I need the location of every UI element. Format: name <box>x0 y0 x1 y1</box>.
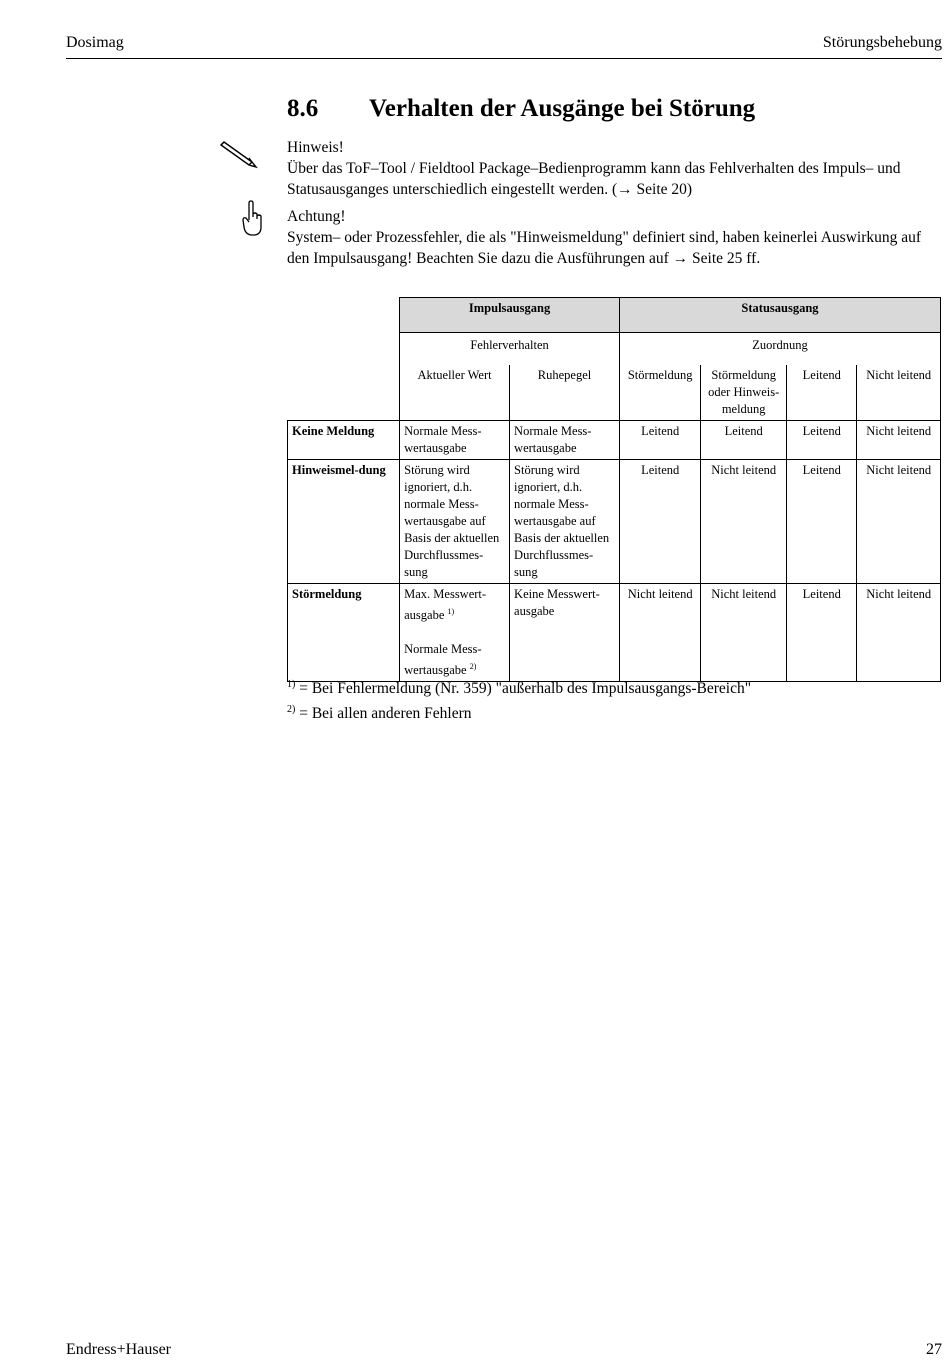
cell-stoermeldung: Leitend <box>619 421 700 460</box>
col-header-stoermeldung: Störmeldung <box>619 365 700 421</box>
page-number: 27 <box>926 1341 942 1358</box>
cell-ruhepegel: Normale Mess-wertausgabe <box>510 421 620 460</box>
table-footnotes <box>287 674 751 724</box>
note-hinweis <box>287 137 943 200</box>
section-heading <box>287 95 755 123</box>
cell-stoermeldung: Leitend <box>619 460 700 584</box>
footnote-2 <box>287 699 751 724</box>
table-sub-header-row <box>288 333 941 366</box>
footnote-1 <box>287 674 751 699</box>
col-header-nicht-leitend: Nicht leitend <box>857 365 941 421</box>
note-hinweis-text: Über das ToF–Tool / Fieldtool Package–Bedienprogramm kann das Fehlverhalten des Impuls– und Statusausganges unterschiedlich eingestellt werden. (→ Seite 20) <box>287 160 901 198</box>
note-achtung <box>287 206 943 269</box>
section-number: 8.6 <box>287 95 319 122</box>
col-header-leitend: Leitend <box>787 365 857 421</box>
col-header-stoermeldung-oder-hinweis: Störmeldung oder Hinweis-meldung <box>701 365 787 421</box>
cell-ruhepegel: Störung wird ignoriert, d.h. normale Mess-wertausgabe auf Basis der aktuellen Durchflussmes-sung <box>510 460 620 584</box>
row-label-hinweismeldung: Hinweismel-dung <box>288 460 400 584</box>
header-product-name: Dosimag <box>66 34 124 51</box>
cell-aktueller-wert <box>400 584 510 682</box>
table-group-header-row <box>288 298 941 333</box>
cell-nicht-leitend: Nicht leitend <box>857 584 941 682</box>
table-row <box>288 421 941 460</box>
cell-ruhepegel: Keine Messwert-ausgabe <box>510 584 620 682</box>
table-row <box>288 584 941 682</box>
cell-leitend: Leitend <box>787 584 857 682</box>
page-header <box>66 32 942 59</box>
note-hinweis-title: Hinweis! <box>287 139 344 156</box>
cell-leitend: Leitend <box>787 421 857 460</box>
section-title: Verhalten der Ausgänge bei Störung <box>369 95 756 122</box>
cell-aktueller-wert: Normale Mess-wertausgabe <box>400 421 510 460</box>
output-behavior-table <box>287 297 941 682</box>
pointing-hand-icon <box>240 200 264 238</box>
cell-stoermeldung: Nicht leitend <box>619 584 700 682</box>
table-corner-cell <box>288 298 400 333</box>
cell-stoermeldung-oder-hinweis: Nicht leitend <box>701 584 787 682</box>
footnote-2-mark: 2) <box>287 704 296 716</box>
footnote-mark: 2) <box>469 662 477 672</box>
cell-stoermeldung-oder-hinweis: Leitend <box>701 421 787 460</box>
cell-nicht-leitend: Nicht leitend <box>857 460 941 584</box>
col-header-aktueller-wert: Aktueller Wert <box>400 365 510 421</box>
footnote-2-text: = Bei allen anderen Fehlern <box>299 705 472 723</box>
cell-aktueller-wert: Störung wird ignoriert, d.h. normale Mess-wertausgabe auf Basis der aktuellen Durchflussmes-sung <box>400 460 510 584</box>
col-header-ruhepegel: Ruhepegel <box>510 365 620 421</box>
note-achtung-title: Achtung! <box>287 208 346 225</box>
header-impulsausgang: Impulsausgang <box>400 298 620 333</box>
table-column-header-row <box>288 365 941 421</box>
cell-leitend: Leitend <box>787 460 857 584</box>
subheader-zuordnung: Zuordnung <box>619 333 940 366</box>
footnote-1-text: = Bei Fehlermeldung (Nr. 359) "außerhalb des Impulsausgangs-Bereich" <box>299 680 752 698</box>
header-chapter-title: Störungsbehebung <box>822 34 942 51</box>
cell-stoermeldung-oder-hinweis: Nicht leitend <box>701 460 787 584</box>
cell-normale-messwertausgabe: Normale Mess-wertausgabe $^{2)}$ <box>404 642 482 678</box>
row-label-stoermeldung: Störmeldung <box>288 584 400 682</box>
footnote-1-mark: 1) <box>287 679 296 690</box>
table-row <box>288 460 941 584</box>
row-label-keine-meldung: Keine Meldung <box>288 421 400 460</box>
footer-company: Endress+Hauser <box>66 1341 171 1358</box>
subheader-fehlerverhalten: Fehlerverhalten <box>400 333 620 366</box>
cell-nicht-leitend: Nicht leitend <box>857 421 941 460</box>
pencil-icon <box>218 136 260 170</box>
header-statusausgang: Statusausgang <box>619 298 940 333</box>
note-achtung-text: System– oder Prozessfehler, die als "Hinweismeldung" definiert sind, haben keinerlei Auswirkung auf den Impulsausgang! Beachten Sie dazu die Ausführungen auf → Seite 25 ff. <box>287 229 922 267</box>
cell-max-messwertausgabe: Max. Messwert-ausgabe $^{1)}$ <box>404 587 487 623</box>
footnote-mark: 1) <box>447 607 455 616</box>
